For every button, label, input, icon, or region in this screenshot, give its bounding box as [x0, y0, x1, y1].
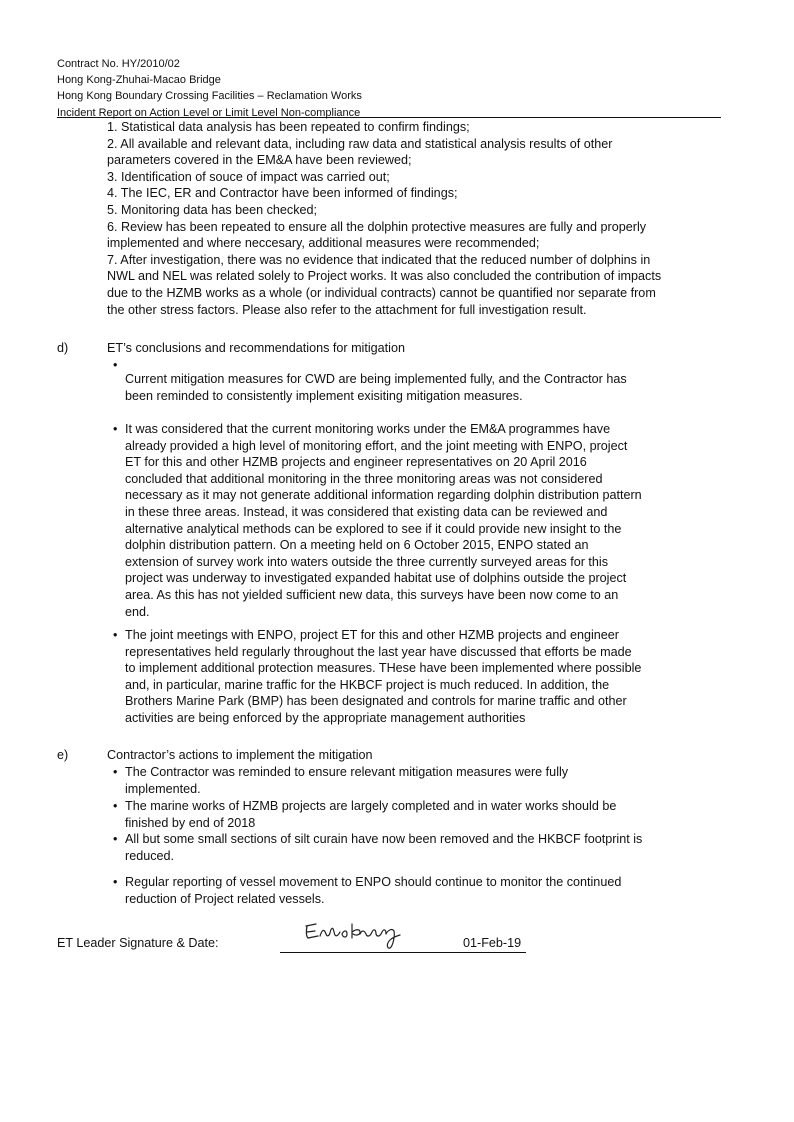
- bullet-text: The marine works of HZMB projects are largely completed and in water works should be finished by end of 2018: [125, 799, 617, 830]
- bullet-marker: •: [113, 765, 118, 779]
- bullet-marker: •: [113, 832, 118, 846]
- bullet-marker: •: [113, 628, 118, 642]
- bullet-text: Current mitigation measures for CWD are being implemented fully, and the Contractor has been reminded to consistently implement exisiting mitigation measures.: [125, 372, 627, 403]
- step-item: 7. After investigation, there was no evidence that indicated that the reduced number of dolphins in NWL and NEL was related solely to Project works. It was also concluded the contribution of impacts due to the HZMB works as a whole (or individual contracts) cannot be quantified nor separate from the other stress factors. Please also refer to the attachment for full investigation result.: [107, 252, 662, 317]
- section-e-letter: e): [57, 748, 69, 762]
- investigation-steps: [107, 119, 667, 318]
- section-d-letter: d): [57, 341, 69, 355]
- header-divider: [57, 117, 721, 118]
- bullet-text: Regular reporting of vessel movement to ENPO should continue to monitor the continued reduction of Project related vessels.: [125, 875, 622, 906]
- bullet-marker: •: [113, 358, 118, 372]
- section-d-title: ET’s conclusions and recommendations for mitigation: [107, 341, 405, 355]
- step-item: 4. The IEC, ER and Contractor have been informed of findings;: [107, 186, 458, 201]
- step-item: 2. All available and relevant data, including raw data and statistical analysis results of other parameters covered in the EM&A have been reviewed;: [107, 136, 613, 168]
- bullet-text: All but some small sections of silt curain have now been removed and the HKBCF footprint is reduced.: [125, 832, 643, 863]
- section-e-title: Contractor’s actions to implement the mitigation: [107, 748, 373, 762]
- contract-number: Contract No. HY/2010/02: [57, 58, 180, 70]
- bullet-text: The Contractor was reminded to ensure relevant mitigation measures were fully implemented.: [125, 765, 569, 796]
- signature-date: 01-Feb-19: [463, 936, 522, 950]
- bullet-marker: •: [113, 875, 118, 889]
- bullet-marker: •: [113, 422, 118, 436]
- step-item: 6. Review has been repeated to ensure all the dolphin protective measures are fully and properly implemented and where neccesary, additional measures were recommended;: [107, 219, 647, 251]
- bullet-text: It was considered that the current monitoring works under the EM&A programmes have already provided a high level of monitoring effort, and the joint meeting with ENPO, project ET for this and other HZMB projects and engineer representatives on 20 April 2016 concluded that additional monitoring in the three monitoring areas was not considered necessary as it may not generate additional information regarding dolphin distribution pattern in these three areas. Instead, it was considered that existing data can be reviewed and alternative analytical methods can be explored to see if it could provide new insight to the dolphin distribution pattern. On a meeting held on 6 October 2015, ENPO stated an extension of survey work into waters outside the three currently surveyed areas for this project was underway to investigated expanded habitat use of dolphins outside the project area. As this has not yielded sufficient new data, this surveys have been now come to an end.: [125, 422, 642, 619]
- handwritten-signature: [300, 916, 420, 952]
- step-item: 5. Monitoring data has been checked;: [107, 202, 318, 217]
- signature-label: ET Leader Signature & Date:: [57, 936, 219, 950]
- project-name: Hong Kong-Zhuhai-Macao Bridge: [57, 74, 221, 87]
- step-item: 3. Identification of souce of impact was carried out;: [107, 169, 390, 184]
- step-item: 1. Statistical data analysis has been repeated to confirm findings;: [107, 120, 470, 134]
- report-title: Incident Report on Action Level or Limit Level Non-compliance: [57, 106, 361, 119]
- signature-line: [280, 952, 526, 953]
- bullet-text: The joint meetings with ENPO, project ET for this and other HZMB projects and engineer representatives held regularly throughout the last year have discussed that efforts be made to implement additional protection measures. THese have been implemented where possible and, in particular, marine traffic for the HKBCF project is much reduced. In addition, the Brothers Marine Park (BMP) has been designated and controls for marine traffic and other activities are being enforced by the appropriate management authorities: [125, 628, 642, 725]
- works-name: Hong Kong Boundary Crossing Facilities – Reclamation Works: [57, 90, 362, 103]
- report-header: [57, 56, 362, 121]
- bullet-marker: •: [113, 799, 118, 813]
